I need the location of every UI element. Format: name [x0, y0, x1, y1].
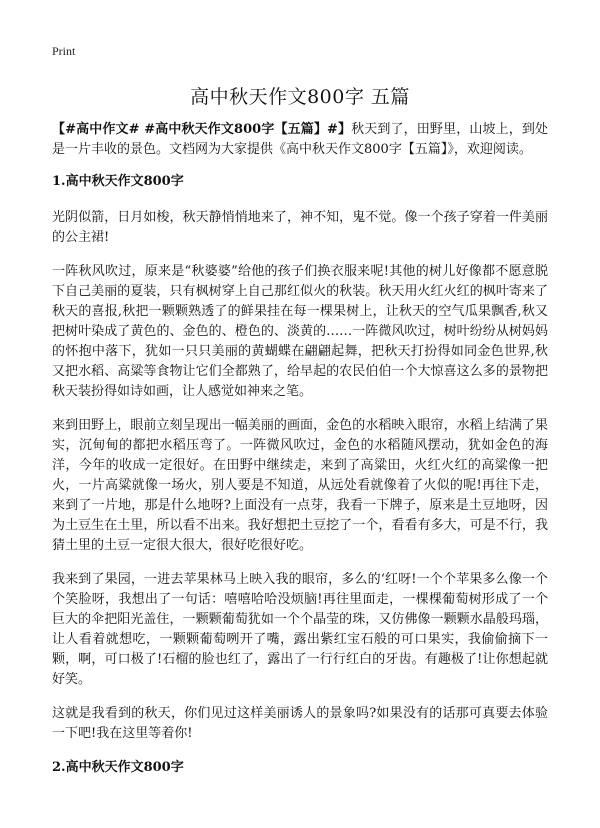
section-heading-1: 1.高中秋天作文800字: [52, 174, 184, 189]
intro-tag: 【#高中作文# #高中秋天作文800字【五篇】#】: [52, 122, 352, 137]
print-label: Print: [52, 44, 76, 58]
section-heading-2: 2.高中秋天作文800字: [52, 760, 184, 775]
paragraph: 来到田野上，眼前立刻呈现出一幅美丽的画面，金色的水稻映入眼帘，水稻上结满了果实，沉甸甸的都把水稻压弯了。一阵微风吹过，金色的水稻随风摆动，犹如金色的海洋，今年的收成一定很好。在田野中继续走，来到了高粱田，火红火红的高粱像一把火，一片高粱就像一场火，别人要是不知道，从远处看就像着了火似的呢!再往下走，来到了一片地，那是什么地呀?上面没有一点芽，我看一下牌子，原来是土豆地呀，因为土豆生在土里，所以看不出来。我好想把土豆挖了一个，看看有多大，可是不行，我猜土里的土豆一定很大很大，很好吃很好吃。: [52, 418, 548, 553]
document-body: [52, 120, 548, 794]
paragraph: 光阴似箭，日月如梭，秋天静悄悄地来了，神不知，鬼不觉。像一个孩子穿着一件美丽的公主裙!: [52, 210, 548, 245]
paragraph: 一阵秋风吹过，原来是“秋婆婆”给他的孩子们换衣服来呢!其他的树儿好像都不愿意脱下自己美丽的夏装，只有枫树穿上自己那红似火的秋装。秋天用火红火红的枫叶寄来了秋天的喜报,秋把一颗颗熟透了的鲜果挂在每一棵果树上，让秋天的空气瓜果飘香,秋又把树叶染成了黄色的、金色的、橙色的、淡黄的……一阵微风吹过，树叶纷纷从树妈妈的怀抱中落下，犹如一只只美丽的黄蝴蝶在翩翩起舞，把秋天打扮得如同金色世界,秋又把水稻、高粱等食物让它们全都熟了，给早起的农民伯伯一个大惊喜这么多的景物把秋天装扮得如诗如画，让人感觉如神来之笔。: [52, 264, 548, 399]
intro-paragraph: [52, 120, 548, 160]
paragraph: 我来到了果园，一进去苹果林马上映入我的眼帘，多么的‘红呀!一个个苹果多么像一个个笑脸呀，我想出了一句话：嘻嘻哈哈没烦脑!再往里面走，一棵棵葡萄树形成了一个巨大的伞把阳光盖住，一颗颗葡萄犹如一个个晶莹的珠，又仿佛像一颗颗水晶般玛瑙，让人看着就想吃，一颗颗葡萄咧开了嘴，露出紫红宝石般的可口果实，我偷偷摘下一颗，啊，可口极了!石榴的脸也红了，露出了一行行红白的牙齿。有趣极了!让你想起就好笑。: [52, 572, 548, 687]
page-title: 高中秋天作文800字 五篇: [190, 86, 410, 108]
intro-text: 秋天到了，田野里，山坡上，到处是一片丰收的景色。文档网为大家提供《高中秋天作文800字【五篇】》，欢迎阅读。: [52, 122, 548, 157]
paragraph: 这就是我看到的秋天，你们见过这样美丽诱人的景象吗?如果没有的话那可真要去体验一下吧!我在这里等着你!: [52, 706, 548, 741]
